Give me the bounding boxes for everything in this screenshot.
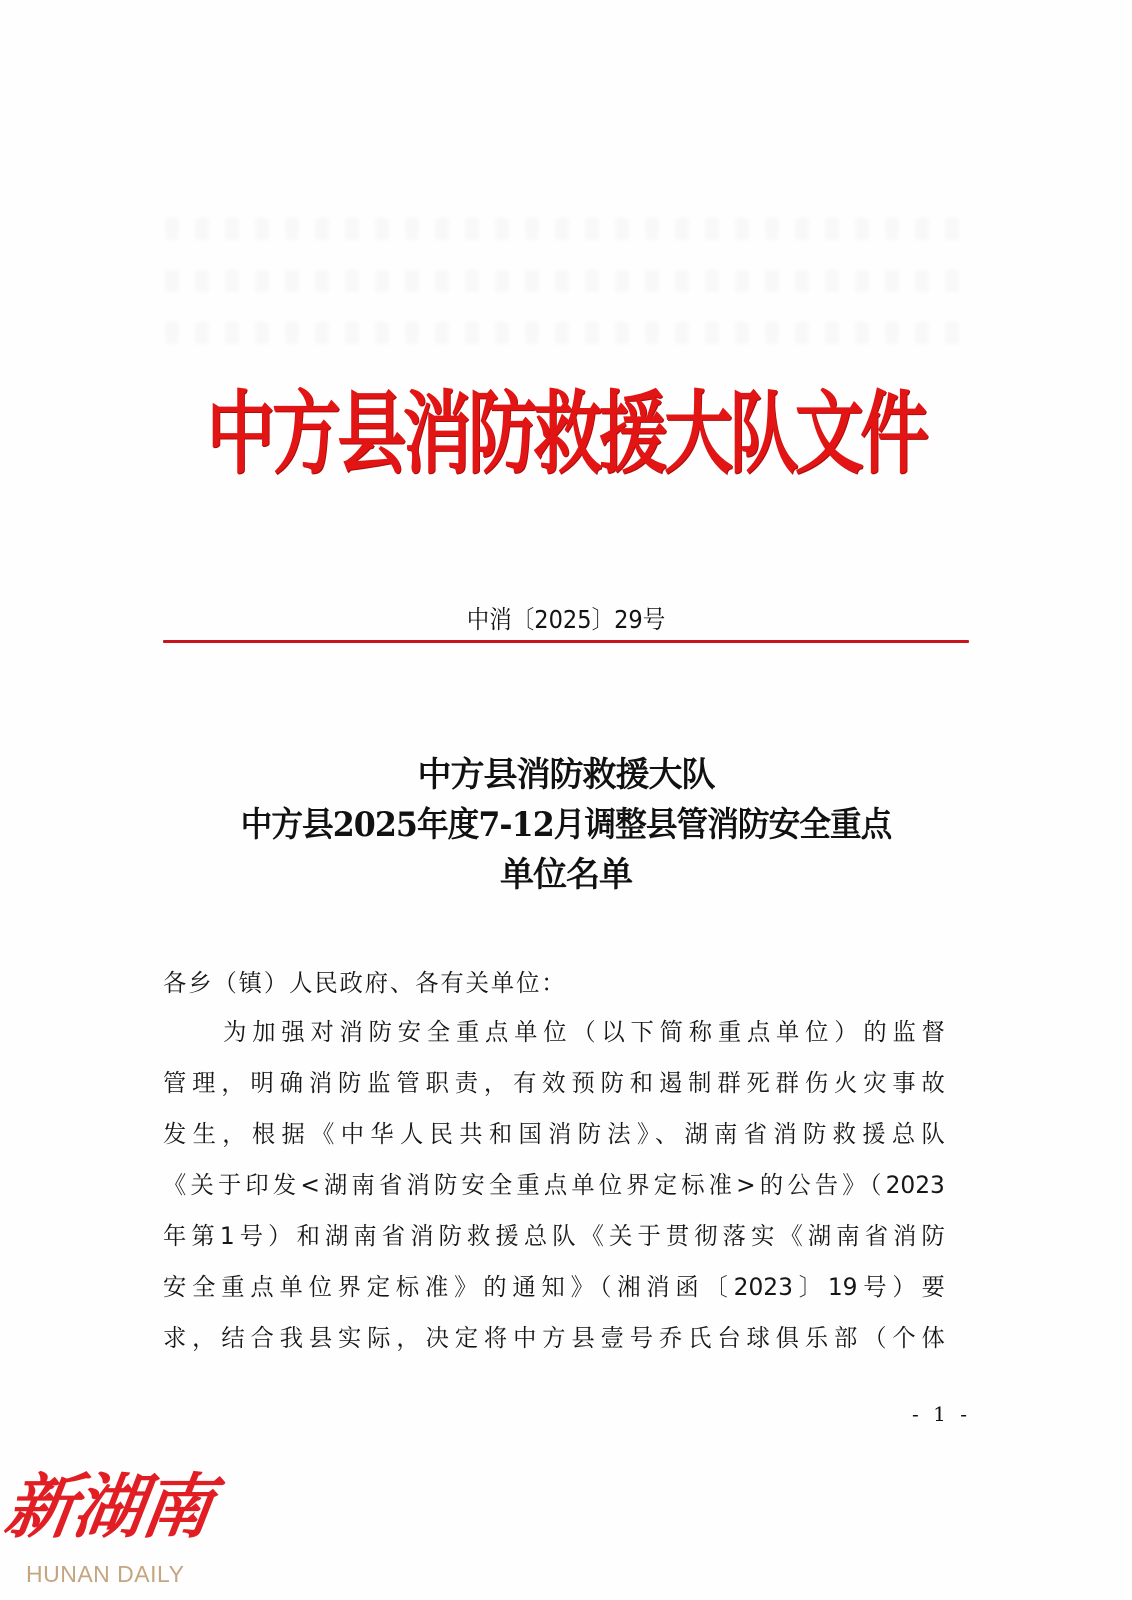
body-text-line: 管理，明确消防监管职责，有效预防和遏制群死群伤火灾事故 [163, 1069, 945, 1097]
body-text-line: 求，结合我县实际，决定将中方县壹号乔氏台球俱乐部（个体 [163, 1324, 945, 1352]
bleed-through-shadow [165, 270, 965, 292]
page-number: - 1 - [912, 1402, 971, 1426]
document-masthead: 中方县消防救援大队文件 [206, 380, 926, 486]
bleed-through-shadow [165, 322, 965, 344]
document-number: 中消〔2025〕29号 [466, 605, 666, 634]
body-text-line: 年第1号）和湖南省消防救援总队《关于贯彻落实《湖南省消防 [163, 1222, 945, 1250]
hunan-daily-logo [0, 1465, 246, 1595]
red-separator-line [163, 640, 969, 643]
document-title-line: 中方县消防救援大队 [417, 755, 715, 795]
document-title-line: 中方县2025年度7-12月调整县管消防安全重点 [240, 805, 892, 845]
body-text-line: 为加强对消防安全重点单位（以下简称重点单位）的监督 [223, 1018, 945, 1046]
document-title-line: 单位名单 [500, 855, 632, 895]
body-text-line: 发生，根据《中华人民共和国消防法》、湖南省消防救援总队 [163, 1120, 945, 1148]
body-text-line: 《关于印发<湖南省消防安全重点单位界定标准>的公告》（2023 [163, 1171, 945, 1199]
logo-chinese-text: 新湖南 [0, 1465, 216, 1548]
logo-english-text: HUNAN DAILY [26, 1561, 185, 1587]
body-text-line: 安全重点单位界定标准》的通知》（湘消函〔2023〕19号）要 [163, 1273, 945, 1301]
salutation: 各乡（镇）人民政府、各有关单位： [163, 969, 567, 997]
bleed-through-shadow [165, 218, 965, 240]
